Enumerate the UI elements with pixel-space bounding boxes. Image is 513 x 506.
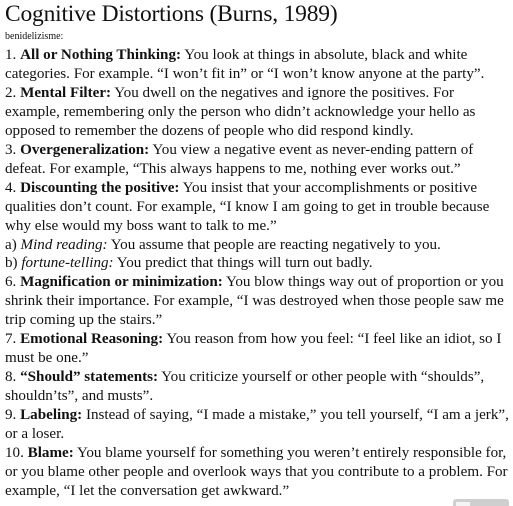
item-number: 4.: [5, 179, 17, 196]
item-term: “Should” statements:: [20, 369, 159, 386]
item-term: Blame:: [27, 445, 74, 462]
item-number: 7.: [5, 331, 17, 348]
item-text: You dwell on the negatives and ignore the positives. For example, remembering only the person who didn’t acknowledge your hello as opposed to remember the dozens of people who did respond kindly.: [5, 84, 476, 139]
item-number: 8.: [5, 369, 17, 386]
list-item-magnification: [5, 273, 511, 330]
item-text: You criticize yourself or other people with “shoulds”, shouldn’ts”, and musts”.: [5, 369, 485, 405]
item-number: b): [5, 255, 18, 272]
item-number: a): [5, 236, 17, 253]
item-text: Instead of saying, “I made a mistake,” you tell yourself, “I am a jerk”, or a loser.: [5, 407, 509, 443]
item-text: You look at things in absolute, black and white categories. For example. “I won’t fit in” or “I won’t know anyone at the party”.: [5, 47, 485, 82]
item-number: 9.: [5, 407, 17, 424]
item-term: Labeling:: [20, 407, 83, 424]
item-number: 3.: [5, 141, 17, 158]
item-text: You view a negative event as never-ending pattern of defeat. For example, “This always happens to me, nothing ever works out.”: [5, 141, 474, 177]
distortions-list: [5, 46, 511, 501]
item-term: Emotional Reasoning:: [20, 331, 164, 348]
item-text: You assume that people are reacting negatively to you.: [107, 236, 441, 253]
list-item-mental-filter: [5, 84, 511, 141]
item-term: Mental Filter:: [20, 84, 112, 101]
username-label[interactable]: benidelizisme:: [5, 31, 64, 42]
list-item-overgeneralization: [5, 141, 511, 179]
list-item-emotional-reasoning: [5, 330, 511, 368]
list-item-fortune-telling: [5, 254, 511, 273]
item-term: Magnification or minimization:: [20, 274, 223, 291]
item-text: You predict that things will turn out badly.: [113, 255, 373, 272]
item-text: You blow things way out of proportion or you shrink their importance. For example, “I was destroyed when those people saw me trip coming up the stairs.”: [5, 274, 504, 329]
item-term: All or Nothing Thinking:: [20, 47, 182, 63]
list-item-mind-reading: [5, 236, 511, 255]
list-item-labeling: [5, 406, 511, 444]
item-text: You blame yourself for something you weren’t entirely responsible for, or you blame other people and overlook ways that you contribute to a problem. For example, “I let the conversation get awkward.”: [5, 445, 508, 499]
list-item-should-statements: [5, 368, 511, 406]
item-text: You insist that your accomplishments or positive qualities don’t count. For example, “I know I am going to get in trouble because why else would my boss want to talk to me.”: [5, 179, 490, 234]
item-term: Discounting the positive:: [20, 179, 180, 196]
item-term: fortune-telling:: [21, 255, 114, 272]
item-text: You reason from how you feel: “I feel like an idiot, so I must be one.”: [5, 331, 502, 367]
item-number: 2.: [5, 84, 17, 101]
corner-handle-highlight: [456, 502, 470, 506]
item-number: 10.: [5, 445, 24, 462]
list-item-discounting-positive: [5, 179, 511, 236]
item-term: Mind reading:: [20, 236, 108, 253]
item-number: 1.: [5, 47, 17, 63]
item-number: 6.: [5, 274, 17, 291]
item-term: Overgeneralization:: [20, 141, 150, 158]
list-item-all-or-nothing: [5, 46, 511, 84]
page-title: Cognitive Distortions (Burns, 1989): [5, 1, 338, 27]
list-item-blame: [5, 444, 511, 501]
